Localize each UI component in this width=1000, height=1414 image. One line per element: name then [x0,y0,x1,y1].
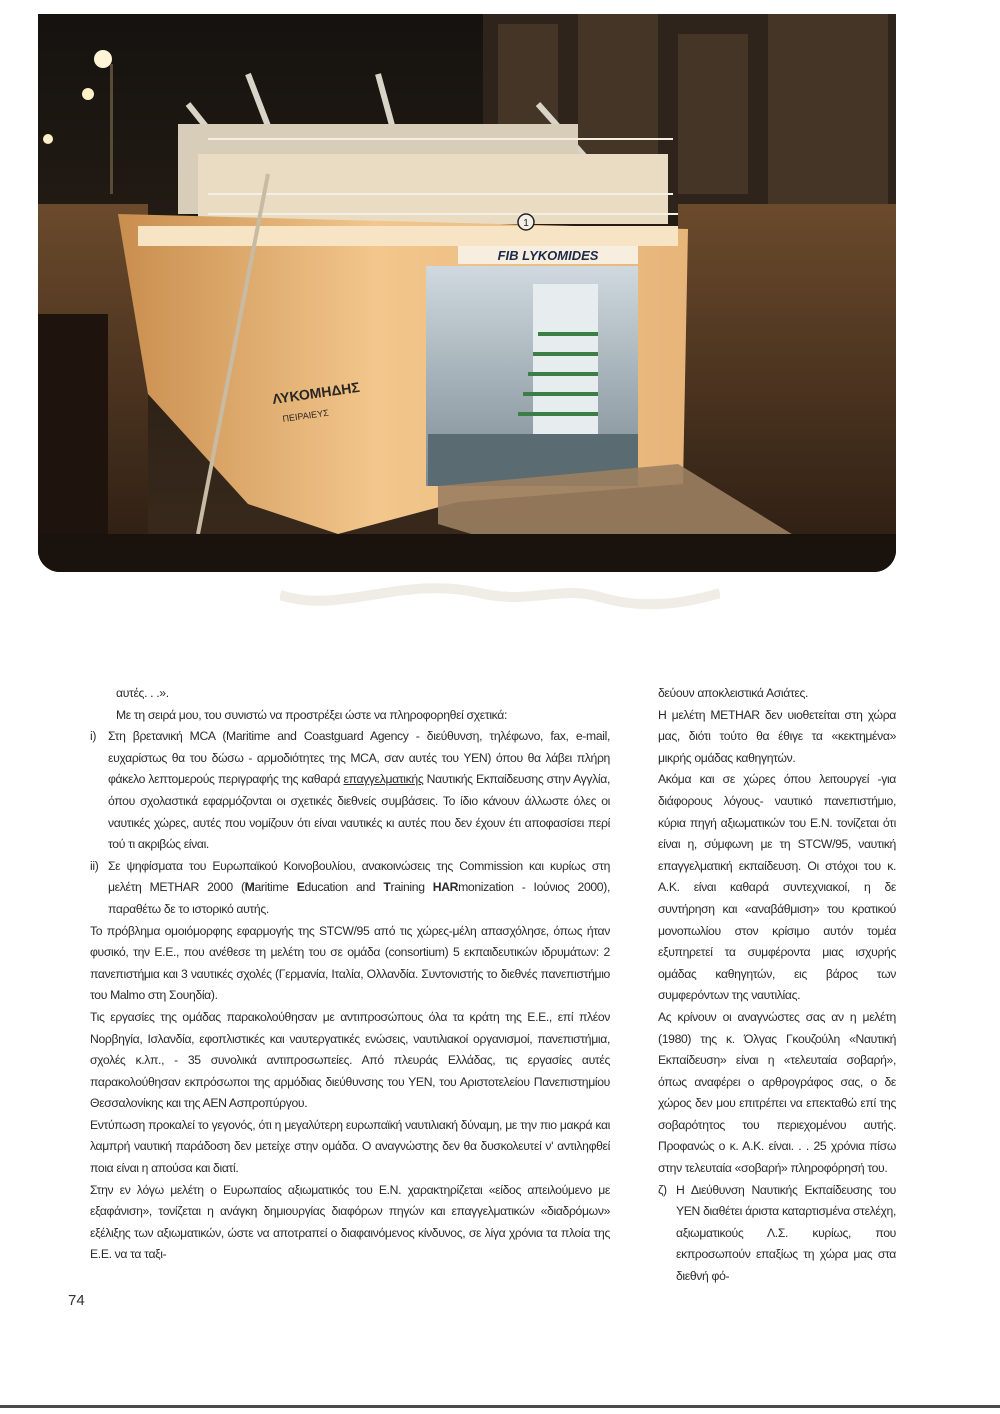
list-text: raining [390,880,433,895]
page-number: 74 [68,1292,85,1309]
acronym-letter: E [296,880,305,895]
left-paragraph-1: αυτές. . .». [116,686,169,700]
acronym-letter: HAR [432,880,459,895]
right-paragraph-3: Ακόμα και σε χώρες όπου λειτουργεί -για διάφορους λόγους- ναυτικό πανεπιστήμιο, κύρια πηγή αξιωματικών του Ε.Ν. τονίζεται ότι είναι η, σύμφωνη με τη STCW/95, ναυτική επαγγελματική εκπαίδευση. Οι στόχοι του κ. Α.Κ. είναι καθαρά συντεχνιακοί, η δε συντήρηση και «αναβάθμιση» του κρατικού μονοπωλίου στον κρίσιμο αυτόν τομέα εξυπηρετεί τα συμφέροντα μιας ισχυρής ομάδας καθηγητών, εις βάρος των συμφερόντων της ναυτιλίας. [658,772,896,1003]
list-item-ii [90,856,610,921]
list-text: Η Διεύθυνση Ναυτικής Εκπαίδευσης του ΥΕΝ διαθέτει άριστα καταρτισμένα στελέχη, αξιωματικούς Λ.Σ. κυρίως, που εκπροσωπούν επαξίως τη χώρα μας στα διεθνή φό- [676,1182,896,1284]
port-name: ΠΕΙΡΑΙΕΥΣ [281,407,330,424]
left-paragraph-5: Εντύπωση προκαλεί το γεγονός, ότι η μεγαλύτερη ευρωπαϊκή ναυτιλιακή δύναμη, με την πιο μακρά και λαμπρή ναυτική παράδοση δεν μετείχε στην ομάδα. Ο αναγνώστης δεν θα δυσκολευτεί ν' αντιληφθεί ποια είναι η απούσα και διατί. [90,1117,610,1176]
list-text: Σε ψηφίσματα του Ευρωπαϊκού Κοινοβουλίου, ανακοινώσεις της Commission και κυρίως στη μελέτη METHAR 2000 ( [108,858,610,895]
right-paragraph-4: Ας κρίνουν οι αναγνώστες σας αν η μελέτη (1980) της κ. Όλγας Γκουζούλη «Ναυτική Εκπαίδευση» είναι η «τελευταία σοβαρή», όπως αναφέρει ο αρθρογράφος σας, ο δε χώρος δεν μου επιτρέπει να επεκταθώ επί της σοβαρότητος του περιεχομένου αυτής. Προφανώς ο κ. Α.Κ. είναι. . . 25 χρόνια πίσω στην τελευταία «σοβαρή» πληροφόρησή του. [658,1009,896,1176]
list-item-i [90,726,610,856]
left-paragraph-2: Με τη σειρά μου, του συνιστώ να προστρέξει ώστε να πληροφορηθεί σχετικά: [116,707,508,722]
decorative-swirl [280,575,720,625]
ship-photo [38,14,896,572]
list-text: ducation and [304,880,384,895]
list-item-z [658,1180,896,1288]
right-paragraph-2: Η μελέτη METHAR δεν υιοθετείται στη χώρα μας, διότι τούτο θα έθιγε τα «κεκτημένα» μικρής ομάδας καθηγητών. [658,707,896,765]
right-column [658,683,896,1288]
list-marker: ζ) [658,1182,667,1197]
stern-name: ΛΥΚΟΜΗΔΗΣ [271,378,361,407]
bottom-rule [0,1405,1000,1408]
banner-text: FIB LYKOMIDES [497,248,599,263]
left-paragraph-4: Τις εργασίες της ομάδας παρακολούθησαν με αντιπροσώπους όλα τα κράτη της Ε.Ε., επί πλέον Νορβηγία, Ισλανδία, εφοπλιστικές και ναυτεργατικές ενώσεις, ναυτιλιακοί οργανισμοί, πανεπιστήμια, σχολές κ.λπ., - 35 συνολικά αντιπροσωπείες. Από πλευράς Ελλάδας, τις εργασίες αυτές παρακολούθησαν εκπρόσωποι της αρμόδιας διεύθυνσης του ΥΕΝ, του Αριστοτελείου Πανεπιστημίου Θεσσαλονίκης και της ΑΕΝ Ασπροπύργου. [90,1009,610,1111]
list-text: Ναυτικής Εκπαίδευσης στην Αγγλία, όπου σχολαστικά εφαρμόζονται οι σχετικές διεθνείς συμβάσεις. Το ίδιο κάνουν άλλωστε όλες οι ναυτικές χώρες, αυτές που νομίζουν ότι είναι ναυτικές κι αυτές που δεν έχουν έτι αποφασίσει περί τού τι ακριβώς είναι. [108,772,610,852]
list-text: aritime [254,880,297,895]
list-text: Στη βρετανική MCA (Maritime and Coastguard Agency - διεύθυνση, τηλέφωνο, fax, e-mail, ευχαρίστως θα του δώσω - αρμοδιότητες της MCA, σαν αυτές του ΥΕΝ) όπου θα λάβει πλήρη φάκελο λεπτομερούς περιγραφής της καθαρά [108,729,610,787]
list-marker: i) [90,729,97,744]
left-paragraph-3: Το πρόβλημα ομοιόμορφης εφαρμογής της STCW/95 από τις χώρες-μέλη απασχόλησε, όπως ήταν φυσικό, την Ε.Ε., που ανέθεσε τη μελέτη του σε ομάδα (consortium) 5 εκπαιδευτικών ιδρυμάτων: 2 πανεπιστήμια και 3 ναυτικές σχολές (Γερμανία, Ιταλία, Ολλανδία. Συντονιστής το διεθνές πανεπιστήμιο του Malmo στη Σουηδία). [90,923,610,1003]
list-marker: ii) [90,858,99,873]
acronym-letter: M [244,880,255,895]
left-paragraph-6: Στην εν λόγω μελέτη ο Ευρωπαίος αξιωματικός του Ε.Ν. χαρακτηρίζεται «είδος απειλούμενο με εξαφάνιση», τονίζεται η ανάγκη δημιουργίας διαφόρων πηγών και επαγγελματικών «διαδρόμων» εξέλιξης των αξιωματικών, ώστε να αποτραπεί ο διαφαινόμενος κίνδυνος, σε λίγα χρόνια τα πλοία της Ε.Ε. να τα ταξι- [90,1182,610,1262]
underlined-word: επαγγελματικής [343,772,424,787]
right-paragraph-1: δεύουν αποκλειστικά Ασιάτες. [658,686,809,700]
list-text: monization - Ιούνιος 2000), παραθέτω δε το ιστορικό αυτής. [108,880,610,916]
acronym-letter: T [383,880,391,895]
left-column [90,683,610,1266]
deck-marker: 1 [523,218,529,229]
